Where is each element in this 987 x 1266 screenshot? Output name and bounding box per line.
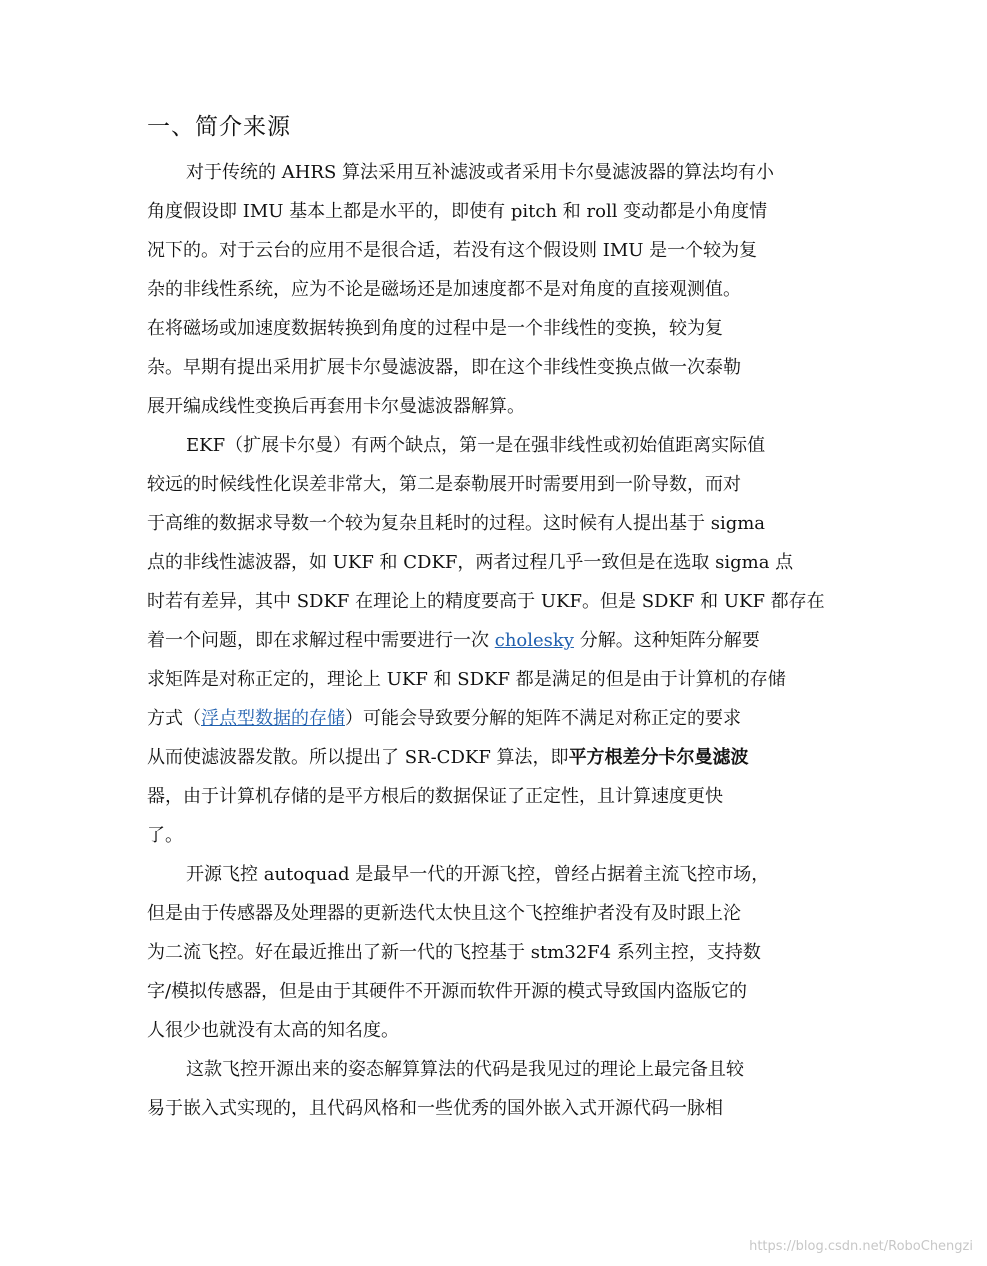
paragraph-line (147, 745, 749, 771)
paragraph-line: 但是由于传感器及处理器的更新迭代太快且这个飞控维护者没有及时跟上沦 (147, 903, 741, 924)
line-text: ）可能会导致要分解的矩阵不满足对称正定的要求 (345, 708, 741, 729)
paragraph-line (147, 628, 760, 654)
paragraph-line: 字/模拟传感器，但是由于其硬件不开源而软件开源的模式导致国内盗版它的 (147, 981, 748, 1002)
section-heading: 一、简介来源 (147, 114, 291, 140)
paragraph-line: 人很少也就没有太高的知名度。 (147, 1020, 399, 1041)
paragraph-line: 较远的时候线性化误差非常大，第二是泰勒展开时需要用到一阶导数，而对 (147, 474, 741, 495)
paragraph-line: EKF（扩展卡尔曼）有两个缺点，第一是在强非线性或初始值距离实际值 (186, 435, 766, 456)
paragraph-line: 展开编成线性变换后再套用卡尔曼滤波器解算。 (147, 396, 525, 417)
paragraph-line: 杂。早期有提出采用扩展卡尔曼滤波器，即在这个非线性变换点做一次泰勒 (147, 357, 741, 378)
paragraph-line: 点的非线性滤波器，如 UKF 和 CDKF，两者过程几乎一致但是在选取 sigma 点 (147, 552, 794, 573)
paragraph-line: 时若有差异，其中 SDKF 在理论上的精度要高于 UKF。但是 SDKF 和 UKF 都存在 (147, 591, 825, 612)
cholesky-link[interactable]: cholesky (494, 630, 574, 651)
paragraph-line: 易于嵌入式实现的，且代码风格和一些优秀的国外嵌入式开源代码一脉相 (147, 1098, 723, 1119)
paragraph-line: 杂的非线性系统，应为不论是磁场还是加速度都不是对角度的直接观测值。 (147, 279, 741, 300)
float-storage-link[interactable]: 浮点型数据的存储 (201, 708, 345, 729)
line-text: 分解。这种矩阵分解要 (573, 630, 760, 651)
paragraph-line: 在将磁场或加速度数据转换到角度的过程中是一个非线性的变换，较为复 (147, 318, 723, 339)
paragraph-line: 于高维的数据求导数一个较为复杂且耗时的过程。这时候有人提出基于 sigma (147, 513, 766, 534)
paragraph-line: 开源飞控 autoquad 是最早一代的开源飞控，曾经占据着主流飞控市场， (186, 864, 770, 885)
line-text: 着一个问题，即在求解过程中需要进行一次 (147, 630, 495, 651)
paragraph-line: 角度假设即 IMU 基本上都是水平的，即使有 pitch 和 roll 变动都是小角度情 (147, 201, 768, 222)
line-text: 从而使滤波器发散。所以提出了 SR-CDKF 算法，即 (147, 747, 569, 768)
paragraph-line: 这款飞控开源出来的姿态解算算法的代码是我见过的理论上最完备且较 (186, 1059, 744, 1080)
paragraph-line: 器，由于计算机存储的是平方根后的数据保证了正定性，且计算速度更快 (147, 786, 723, 807)
bold-term: 平方根差分卡尔曼滤波 (568, 747, 749, 768)
paragraph-line: 了。 (147, 825, 183, 846)
paragraph-line: 求矩阵是对称正定的，理论上 UKF 和 SDKF 都是满足的但是由于计算机的存储 (147, 669, 786, 690)
paragraph-line: 为二流飞控。好在最近推出了新一代的飞控基于 stm32F4 系列主控，支持数 (147, 942, 761, 963)
paragraph-line: 对于传统的 AHRS 算法采用互补滤波或者采用卡尔曼滤波器的算法均有小 (186, 162, 775, 183)
watermark: https://blog.csdn.net/RoboChengzi (749, 1239, 973, 1254)
line-text: 方式（ (147, 708, 201, 729)
paragraph-line (147, 706, 741, 732)
paragraph-line: 况下的。对于云台的应用不是很合适，若没有这个假设则 IMU 是一个较为复 (147, 240, 758, 261)
